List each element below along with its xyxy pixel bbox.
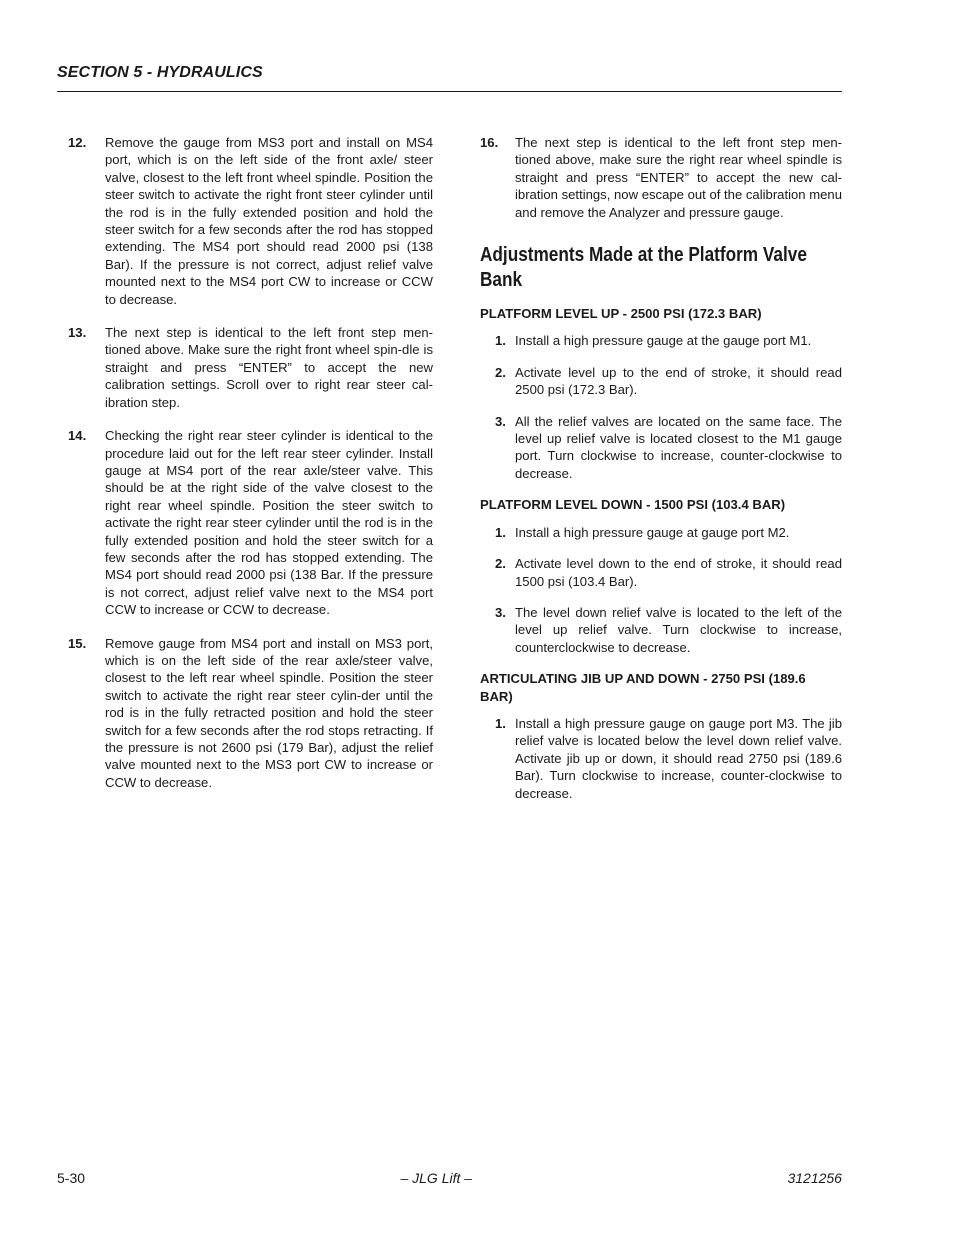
- list-item: [480, 332, 842, 349]
- step-text: The next step is identical to the left front step men-tioned above. Make sure the right front wheel spin-dle is straight and press “ENTER” to accept the new calibration settings. Scroll over to right rear steer cal-ibration step.: [105, 325, 433, 410]
- step-number: 14.: [68, 428, 87, 444]
- list-text: Install a high pressure gauge on gauge port M3. The jib relief valve is located below the level down relief valve. Activate jib up or down, it should read 2750 psi (189.6 Bar). Turn clockwise to increase, counter-clockwise to decrease.: [515, 715, 842, 801]
- step-text: Remove gauge from MS4 port and install on MS3 port, which is on the left side of the rear axle/steer valve, closest to the left rear wheel spindle. Position the steer switch to activate the right rear steer cylin-der until the rod is in the fully retracted position and hold the steer switch for a few seconds after the rod stops retracting. If the pressure is not 2600 psi (179 Bar), adjust the relief valve mounted next to the MS3 port CW to increase or CCW to decrease.: [105, 635, 433, 790]
- step-item: [68, 427, 433, 618]
- step-number: 12.: [68, 135, 87, 150]
- footer-brand: – JLG Lift –: [400, 1170, 473, 1186]
- step-item: [68, 134, 433, 308]
- list-number: 2.: [495, 364, 506, 380]
- step-text: Checking the right rear steer cylinder is identical to the procedure laid out for the left rear steer cylinder. Install gauge at MS4 port of the rear axle/steer valve. This should be at the right side of the valve closest to the right rear wheel spindle. Position the steer switch to activate the right rear steer cylinder until the rod is in the fully extended position and hold the steer switch for a few seconds after the rod has stopped extending. The MS4 port should read 2000 psi (138 Bar. If the pressure is not correct, adjust relief valve next to the MS4 port CCW to increase or CCW to decrease.: [105, 428, 433, 618]
- step-text: Remove the gauge from MS3 port and install on MS4 port, which is on the left side of the front axle/ steer valve, closest to the left front wheel spindle. Position the steer switch to activate the right front steer cylinder until the rod is in the fully extended position and hold the steer switch for a few seconds after the rod has stopped extending. The MS4 port should read 2000 psi (138 Bar). If the pressure is not correct, adjust relief valve mounted next to the MS4 port CW to increase or CCW to decrease.: [105, 135, 433, 307]
- list-item: [480, 364, 842, 399]
- step-number: 16.: [480, 135, 499, 150]
- step-number: 15.: [68, 635, 87, 651]
- step-text: The next step is identical to the left front step men-tioned above, make sure the right rear wheel spindle is straight and press “ENTER” to accept the new cal-ibration settings, now escape out of the calibration menu and remove the Analyzer and pressure gauge.: [515, 135, 842, 220]
- list-item: [480, 555, 842, 590]
- list-text: Activate level up to the end of stroke, it should read 2500 psi (172.3 Bar).: [515, 364, 842, 398]
- page-footer: [57, 1170, 842, 1186]
- list-text: Install a high pressure gauge at gauge port M2.: [515, 524, 790, 540]
- list-number: 3.: [495, 604, 506, 620]
- list-number: 1.: [495, 524, 506, 540]
- step-number: 13.: [68, 325, 87, 341]
- list-text: All the relief valves are located on the same face. The level up relief valve is located closest to the M1 gauge port. Turn clockwise to increase, counter-clockwise to decrease.: [515, 413, 842, 481]
- document-number: 3121256: [787, 1170, 842, 1186]
- subsection-heading: PLATFORM LEVEL DOWN - 1500 PSI (103.4 BAR): [480, 497, 786, 513]
- list-number: 1.: [495, 333, 506, 349]
- page-number: 5-30: [57, 1170, 86, 1186]
- list-item: [480, 524, 842, 541]
- subsection-heading: PLATFORM LEVEL UP - 2500 PSI (172.3 BAR): [480, 306, 762, 322]
- list-number: 1.: [495, 715, 506, 731]
- list-text: Activate level down to the end of stroke, it should read 1500 psi (103.4 Bar).: [515, 556, 842, 589]
- list-text: Install a high pressure gauge at the gauge port M1.: [515, 333, 812, 349]
- list-item: [480, 715, 842, 802]
- subsection-heading: ARTICULATING JIB UP AND DOWN - 2750 PSI (189.6 BAR): [480, 671, 806, 704]
- left-column: [68, 134, 433, 807]
- step-item: [68, 324, 433, 411]
- list-item: [480, 413, 842, 483]
- list-text: The level down relief valve is located to the left of the level up relief valve. Turn clockwise to increase, counterclockwise to decrease.: [515, 604, 842, 655]
- page-header: [57, 64, 842, 92]
- section-heading: Adjustments Made at the Platform Valve Bank: [480, 244, 807, 292]
- list-number: 2.: [495, 556, 506, 572]
- step-item: [68, 635, 433, 792]
- section-title: SECTION 5 - HYDRAULICS: [57, 64, 263, 81]
- right-column: [480, 134, 842, 816]
- list-item: [480, 604, 842, 656]
- step-item: [480, 134, 842, 221]
- list-number: 3.: [495, 413, 506, 429]
